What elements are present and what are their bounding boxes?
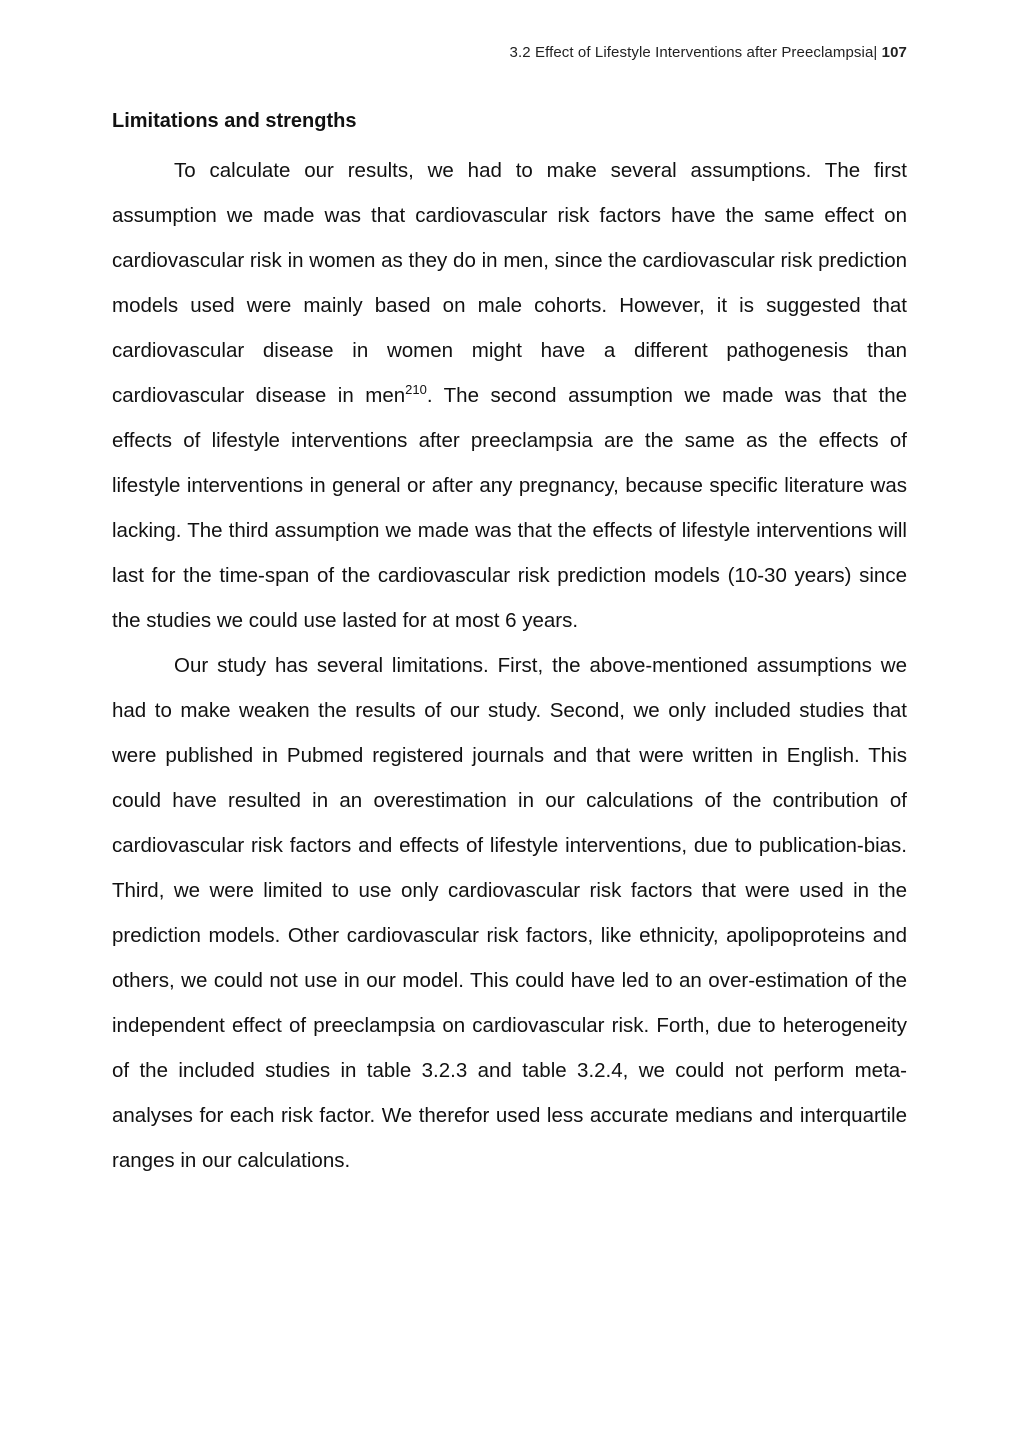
page-number: 107 [881, 44, 907, 61]
running-title: 3.2 Effect of Lifestyle Interventions after Preeclampsia [509, 44, 874, 61]
section-heading: Limitations and strengths [112, 110, 357, 132]
paragraph-assumptions [112, 148, 907, 643]
paragraph-assumptions-part1: To calculate our results, we had to make several assumptions. The first assumption we made was that cardiovascular risk factors have the same effect on cardiovascular risk in women as they do in men, since the cardiovascular risk prediction models used were mainly based on male cohorts. However, it is suggested that cardiovascular disease in women might have a different pathogenesis than cardiovascular disease in men [112, 159, 907, 407]
body-text [112, 104, 907, 1183]
header-separator: | [873, 44, 878, 61]
paragraph-limitations: Our study has several limitations. First, the above-mentioned assumptions we had to make weaken the results of our study. Second, we only included studies that were published in Pubmed registered journals and that were written in English. This could have resulted in an overestimation in our calculations of the contribution of cardiovascular risk factors and effects of lifestyle interventions, due to publication-bias. Third, we were limited to use only cardiovascular risk factors that were used in the prediction models. Other cardiovascular risk factors, like ethnicity, apolipoproteins and others, we could not use in our model. This could have led to an over-estimation of the independent effect of preeclampsia on cardiovascular risk. Forth, due to heterogeneity of the included studies in table 3.2.3 and table 3.2.4, we could not perform meta-analyses for each risk factor. We therefor used less accurate medians and interquartile ranges in our calculations. [112, 654, 907, 1172]
paragraph-assumptions-part2: . The second assumption we made was that the effects of lifestyle interventions after preeclampsia are the same as the effects of lifestyle interventions in general or after any pregnancy, because specific literature was lacking. The third assumption we made was that the effects of lifestyle interventions will last for the time-span of the cardiovascular risk prediction models (10-30 years) since the studies we could use lasted for at most 6 years. [112, 384, 907, 632]
running-header [510, 44, 907, 61]
citation-superscript: 210 [405, 382, 427, 398]
